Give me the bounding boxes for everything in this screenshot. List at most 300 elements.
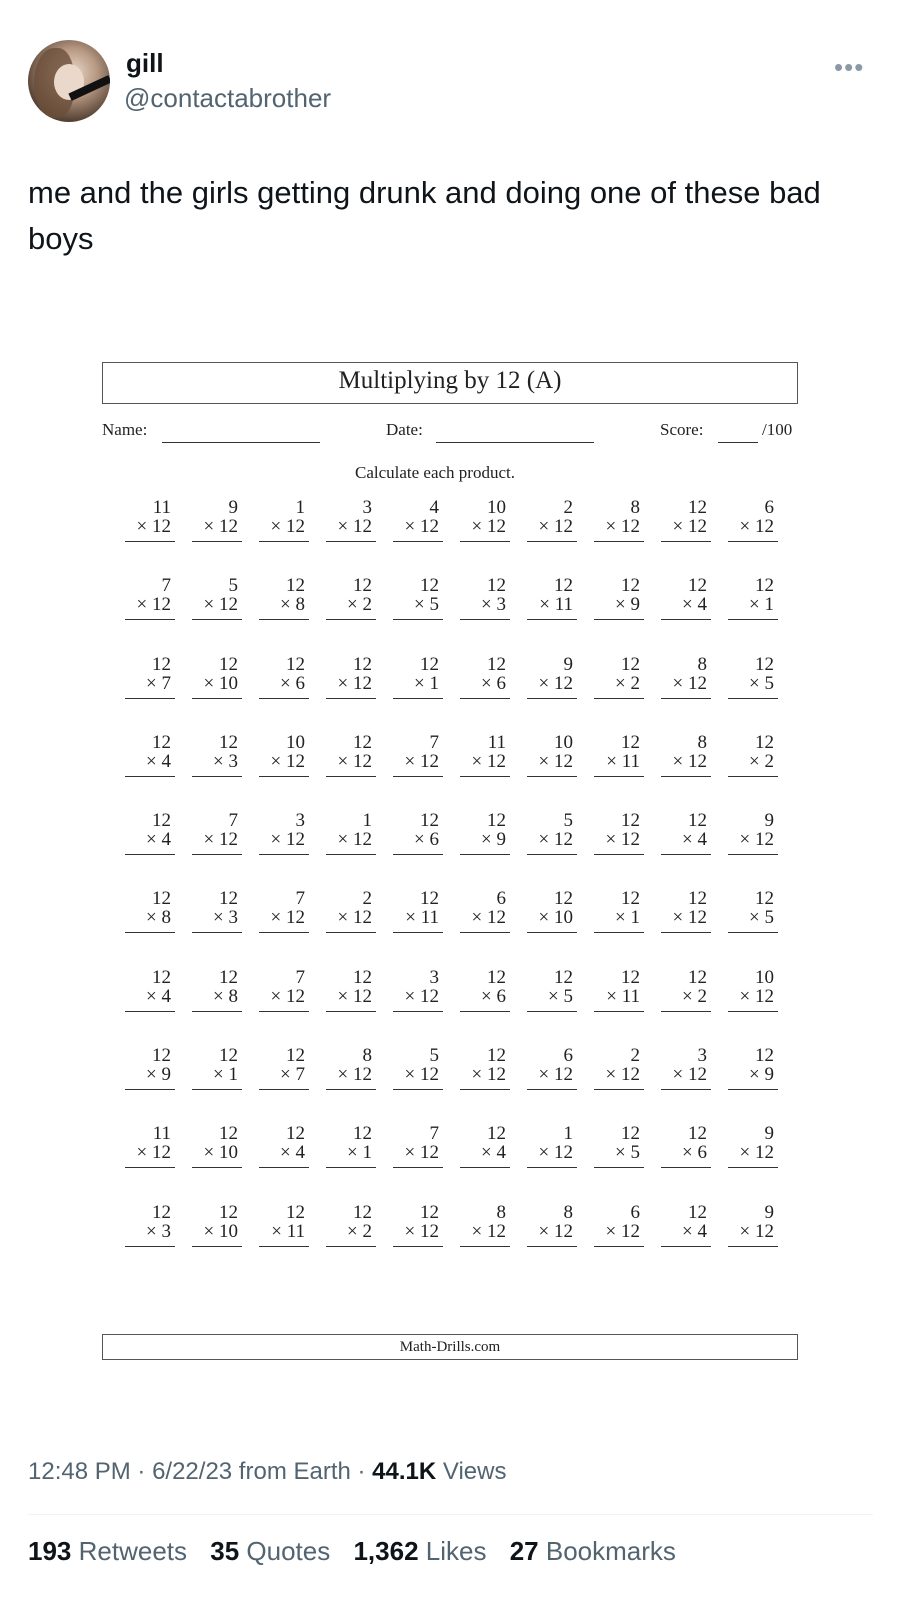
answer-line — [594, 698, 644, 699]
problem-cell — [114, 1044, 181, 1122]
problem-multiplier — [280, 674, 305, 694]
user-handle[interactable]: @contactabrother — [124, 83, 332, 113]
answer-line — [460, 1089, 510, 1090]
stat-label: Quotes — [246, 1536, 331, 1566]
problem-cell — [516, 731, 583, 809]
problem-multiplier — [414, 674, 439, 694]
problem-top-number: 12 — [688, 1201, 707, 1223]
answer-line — [527, 619, 577, 620]
problem-multiplier — [682, 1222, 707, 1242]
problem-cell — [449, 887, 516, 965]
problem-top-number: 12 — [219, 1045, 238, 1067]
problem-multiplier — [606, 987, 640, 1007]
times-sign: × — [605, 1220, 621, 1242]
answer-line — [527, 854, 577, 855]
problem-multiplier — [740, 987, 774, 1007]
times-sign: × — [270, 750, 286, 772]
problem-top-number: 12 — [219, 888, 238, 910]
times-sign: × — [203, 672, 219, 694]
answer-line — [728, 1167, 778, 1168]
problem-bottom-number: 11 — [554, 594, 573, 616]
problem-bottom-number: 12 — [353, 750, 372, 772]
stat-count: 27 — [509, 1536, 539, 1566]
problem-cell — [181, 574, 248, 652]
problem-multiplier — [740, 830, 774, 850]
display-name[interactable]: gill — [126, 48, 164, 78]
problem-bottom-number: 12 — [420, 1220, 439, 1242]
bookmarks-stat[interactable] — [510, 1536, 676, 1567]
times-sign: × — [270, 516, 286, 537]
problem-multiplier — [146, 752, 171, 772]
answer-line — [728, 1089, 778, 1090]
problem-bottom-number: 3 — [161, 1220, 171, 1242]
times-sign: × — [203, 516, 219, 537]
times-sign: × — [739, 829, 755, 851]
problem-top-number: 8 — [496, 1201, 506, 1223]
problem-top-number: 12 — [219, 966, 238, 988]
times-sign: × — [481, 829, 497, 851]
times-sign: × — [481, 985, 497, 1007]
problem-multiplier — [213, 987, 238, 1007]
answer-line — [326, 932, 376, 933]
problem-cell — [181, 887, 248, 965]
problem-bottom-number: 4 — [295, 1142, 305, 1164]
answer-line — [192, 619, 242, 620]
problem-top-number: 12 — [487, 1123, 506, 1145]
answer-line — [661, 1011, 711, 1012]
problem-bottom-number: 1 — [429, 672, 439, 694]
problem-bottom-number: 5 — [764, 672, 774, 694]
times-sign: × — [605, 516, 621, 537]
problem-top-number: 6 — [496, 888, 506, 910]
times-sign: × — [414, 594, 430, 616]
problem-bottom-number: 12 — [286, 985, 305, 1007]
problem-cell — [717, 809, 784, 887]
problem-row — [114, 966, 784, 1044]
problem-cell — [583, 1122, 650, 1200]
times-sign: × — [136, 1142, 152, 1164]
answer-line — [460, 698, 510, 699]
problem-cell — [181, 966, 248, 1044]
problem-top-number: 8 — [362, 1045, 372, 1067]
problem-cell — [248, 574, 315, 652]
problem-multiplier — [472, 752, 506, 772]
problem-cell — [382, 809, 449, 887]
problem-bottom-number: 11 — [621, 750, 640, 772]
problem-cell — [114, 809, 181, 887]
problem-top-number: 12 — [219, 731, 238, 753]
problem-top-number: 1 — [295, 497, 305, 518]
quotes-stat[interactable] — [210, 1536, 330, 1567]
problem-multiplier — [271, 1222, 305, 1242]
problem-top-number: 11 — [487, 731, 506, 753]
problem-cell — [181, 1201, 248, 1279]
answer-line — [594, 1011, 644, 1012]
problem-multiplier — [204, 595, 238, 615]
problem-multiplier — [749, 674, 774, 694]
answer-line — [326, 619, 376, 620]
worksheet-footer: Math-Drills.com — [399, 1339, 501, 1355]
problem-bottom-number: 12 — [353, 829, 372, 851]
problem-bottom-number: 12 — [353, 1064, 372, 1086]
problem-top-number: 2 — [563, 497, 573, 518]
problem-multiplier — [338, 674, 372, 694]
problem-multiplier — [280, 1143, 305, 1163]
tweet-time[interactable]: 12:48 PM — [28, 1458, 131, 1485]
problem-top-number: 12 — [420, 810, 439, 832]
times-sign: × — [213, 750, 229, 772]
problem-bottom-number: 8 — [228, 985, 238, 1007]
problem-top-number: 12 — [487, 575, 506, 597]
answer-line — [661, 541, 711, 542]
problem-cell — [382, 653, 449, 731]
answer-line — [460, 1246, 510, 1247]
problem-bottom-number: 6 — [429, 829, 439, 851]
problem-top-number: 12 — [420, 653, 439, 675]
answer-line — [728, 1246, 778, 1247]
problem-top-number: 12 — [286, 1045, 305, 1067]
problem-bottom-number: 4 — [161, 750, 171, 772]
problem-bottom-number: 3 — [496, 594, 506, 616]
problem-bottom-number: 12 — [286, 907, 305, 929]
worksheet-footer-box — [102, 1334, 798, 1360]
problem-bottom-number: 12 — [755, 1220, 774, 1242]
problem-bottom-number: 1 — [764, 594, 774, 616]
problem-cell — [583, 653, 650, 731]
problem-multiplier — [271, 987, 305, 1007]
answer-line — [326, 854, 376, 855]
problem-cell — [181, 1122, 248, 1200]
times-sign: × — [414, 829, 430, 851]
score-blank-line — [718, 442, 758, 443]
problem-top-number: 3 — [362, 497, 372, 518]
problem-top-number: 12 — [554, 966, 573, 988]
answer-line — [192, 698, 242, 699]
problem-bottom-number: 12 — [554, 672, 573, 694]
problem-multiplier — [405, 987, 439, 1007]
problem-multiplier — [481, 830, 506, 850]
problem-bottom-number: 12 — [554, 1220, 573, 1242]
problem-top-number: 1 — [563, 1123, 573, 1145]
problem-multiplier — [481, 1143, 506, 1163]
times-sign: × — [471, 750, 487, 772]
views-count[interactable]: 44.1K — [372, 1458, 437, 1485]
times-sign: × — [146, 907, 162, 929]
problem-bottom-number: 12 — [152, 1142, 171, 1164]
answer-line — [259, 698, 309, 699]
problem-bottom-number: 5 — [764, 907, 774, 929]
avatar[interactable] — [28, 40, 110, 122]
answer-line — [460, 1167, 510, 1168]
times-sign: × — [682, 1220, 698, 1242]
answer-line — [125, 854, 175, 855]
answer-line — [259, 932, 309, 933]
times-sign: × — [213, 985, 229, 1007]
times-sign: × — [682, 594, 698, 616]
answer-line — [192, 1089, 242, 1090]
answer-line — [661, 932, 711, 933]
problem-multiplier — [539, 908, 573, 928]
answer-line — [326, 541, 376, 542]
problem-top-number: 12 — [621, 1123, 640, 1145]
problem-top-number: 10 — [755, 966, 774, 988]
problem-multiplier — [338, 987, 372, 1007]
problem-multiplier — [146, 1222, 171, 1242]
likes-stat[interactable] — [353, 1536, 486, 1567]
problem-multiplier — [606, 517, 640, 537]
problem-bottom-number: 12 — [420, 985, 439, 1007]
problem-bottom-number: 2 — [630, 672, 640, 694]
worksheet-title-box — [102, 362, 798, 404]
problem-top-number: 12 — [152, 810, 171, 832]
answer-line — [125, 541, 175, 542]
worksheet-score-label: Score: — [660, 420, 704, 439]
problem-top-number: 6 — [563, 1045, 573, 1067]
problem-row — [114, 731, 784, 809]
times-sign: × — [270, 985, 286, 1007]
problem-multiplier — [405, 1065, 439, 1085]
problem-top-number: 12 — [621, 575, 640, 597]
times-sign: × — [280, 1064, 296, 1086]
problem-top-number: 12 — [353, 966, 372, 988]
problem-bottom-number: 4 — [161, 829, 171, 851]
answer-line — [527, 698, 577, 699]
times-sign: × — [739, 985, 755, 1007]
times-sign: × — [270, 907, 286, 929]
problem-bottom-number: 12 — [420, 1064, 439, 1086]
problem-row — [114, 1122, 784, 1200]
answer-line — [460, 1011, 510, 1012]
answer-line — [192, 1167, 242, 1168]
problem-top-number: 12 — [219, 653, 238, 675]
problem-bottom-number: 12 — [219, 594, 238, 616]
answer-line — [594, 776, 644, 777]
answer-line — [192, 1246, 242, 1247]
problem-multiplier — [749, 908, 774, 928]
times-sign: × — [749, 1064, 765, 1086]
problem-multiplier — [481, 674, 506, 694]
times-sign: × — [337, 1064, 353, 1086]
problem-cell — [248, 731, 315, 809]
problem-multiplier — [673, 1065, 707, 1085]
problem-top-number: 12 — [688, 810, 707, 832]
problem-bottom-number: 11 — [621, 985, 640, 1007]
problem-cell — [449, 1201, 516, 1279]
problem-cell — [449, 966, 516, 1044]
problem-bottom-number: 12 — [688, 672, 707, 694]
times-sign: × — [739, 1142, 755, 1164]
times-sign: × — [471, 1064, 487, 1086]
answer-line — [125, 1011, 175, 1012]
problem-multiplier — [472, 1065, 506, 1085]
problem-row — [114, 887, 784, 965]
problem-bottom-number: 12 — [554, 750, 573, 772]
problem-bottom-number: 12 — [554, 1064, 573, 1086]
problem-top-number: 12 — [487, 966, 506, 988]
tweet-media-image[interactable] — [28, 330, 888, 1390]
problem-bottom-number: 4 — [697, 594, 707, 616]
problem-bottom-number: 6 — [496, 985, 506, 1007]
problem-bottom-number: 12 — [286, 516, 305, 537]
problem-bottom-number: 12 — [755, 829, 774, 851]
problem-cell — [516, 653, 583, 731]
worksheet-name-label: Name: — [102, 420, 148, 439]
answer-line — [393, 1167, 443, 1168]
problem-top-number: 5 — [563, 810, 573, 832]
problem-bottom-number: 7 — [161, 672, 171, 694]
problem-top-number: 3 — [295, 810, 305, 832]
answer-line — [393, 932, 443, 933]
problem-multiplier — [539, 674, 573, 694]
problem-top-number: 8 — [563, 1201, 573, 1223]
problem-multiplier — [472, 517, 506, 537]
answer-line — [728, 854, 778, 855]
problem-cell — [650, 809, 717, 887]
times-sign: × — [337, 516, 353, 537]
problem-cell — [114, 887, 181, 965]
problem-top-number: 12 — [219, 1123, 238, 1145]
date-blank-line — [436, 442, 594, 443]
answer-line — [326, 1167, 376, 1168]
problem-row — [114, 574, 784, 652]
problem-bottom-number: 12 — [420, 750, 439, 772]
problem-top-number: 8 — [697, 731, 707, 753]
problem-bottom-number: 12 — [487, 750, 506, 772]
problem-bottom-number: 12 — [353, 516, 372, 537]
answer-line — [259, 854, 309, 855]
problem-top-number: 12 — [420, 888, 439, 910]
answer-line — [527, 1011, 577, 1012]
times-sign: × — [203, 829, 219, 851]
times-sign: × — [280, 672, 296, 694]
problem-top-number: 1 — [362, 810, 372, 832]
times-sign: × — [672, 750, 688, 772]
problem-cell — [114, 966, 181, 1044]
problem-cell — [583, 574, 650, 652]
times-sign: × — [749, 907, 765, 929]
times-sign: × — [347, 594, 363, 616]
tweet-text: me and the girls getting drunk and doing one of these bad boys — [28, 175, 821, 256]
answer-line — [326, 698, 376, 699]
problem-bottom-number: 10 — [219, 1220, 238, 1242]
problem-bottom-number: 9 — [764, 1064, 774, 1086]
problem-bottom-number: 12 — [688, 1064, 707, 1086]
problem-bottom-number: 12 — [286, 829, 305, 851]
problem-top-number: 10 — [286, 731, 305, 753]
problem-top-number: 3 — [697, 1045, 707, 1067]
meta-separator: · — [130, 1458, 153, 1485]
problem-top-number: 7 — [295, 888, 305, 910]
stat-count: 1,362 — [353, 1536, 419, 1566]
problem-top-number: 12 — [621, 653, 640, 675]
problem-bottom-number: 2 — [362, 1220, 372, 1242]
answer-line — [125, 619, 175, 620]
problem-multiplier — [682, 987, 707, 1007]
times-sign: × — [481, 594, 497, 616]
problem-bottom-number: 4 — [496, 1142, 506, 1164]
problem-cell — [248, 496, 315, 574]
problem-multiplier — [271, 908, 305, 928]
problem-row — [114, 496, 784, 574]
times-sign: × — [739, 516, 755, 537]
problem-multiplier — [740, 1143, 774, 1163]
problem-row — [114, 1044, 784, 1122]
times-sign: × — [337, 672, 353, 694]
answer-line — [460, 932, 510, 933]
problem-cell — [114, 1201, 181, 1279]
problem-cell — [583, 731, 650, 809]
problem-bottom-number: 4 — [161, 985, 171, 1007]
more-options-icon[interactable]: ••• — [834, 52, 865, 82]
worksheet-title: Multiplying by 12 (A) — [338, 367, 562, 394]
problem-bottom-number: 12 — [420, 516, 439, 537]
problem-multiplier — [405, 1143, 439, 1163]
answer-line — [728, 932, 778, 933]
problem-top-number: 12 — [152, 888, 171, 910]
answer-line — [192, 932, 242, 933]
problem-top-number: 12 — [688, 575, 707, 597]
problem-cell — [583, 1201, 650, 1279]
problem-bottom-number: 9 — [630, 594, 640, 616]
problem-multiplier — [137, 1143, 171, 1163]
problem-cell — [315, 809, 382, 887]
problem-bottom-number: 11 — [286, 1220, 305, 1242]
worksheet — [28, 330, 888, 1390]
engagement-stats — [28, 1536, 692, 1567]
problem-cell — [181, 731, 248, 809]
problem-top-number: 12 — [487, 653, 506, 675]
answer-line — [393, 1246, 443, 1247]
problem-bottom-number: 12 — [554, 1142, 573, 1164]
answer-line — [192, 776, 242, 777]
problem-cell — [382, 574, 449, 652]
problem-top-number: 12 — [353, 1123, 372, 1145]
answer-line — [259, 1246, 309, 1247]
problem-multiplier — [204, 674, 238, 694]
problem-multiplier — [481, 987, 506, 1007]
answer-line — [259, 541, 309, 542]
problem-bottom-number: 7 — [295, 1064, 305, 1086]
times-sign: × — [538, 1220, 554, 1242]
answer-line — [594, 1167, 644, 1168]
tweet-source: from Earth — [232, 1458, 351, 1485]
problem-multiplier — [673, 674, 707, 694]
tweet-date[interactable]: 6/22/23 — [152, 1458, 233, 1485]
problem-bottom-number: 12 — [755, 1142, 774, 1164]
problem-top-number: 12 — [755, 653, 774, 675]
problem-multiplier — [539, 1065, 573, 1085]
problem-cell — [114, 731, 181, 809]
problem-cell — [248, 1201, 315, 1279]
problem-top-number: 11 — [152, 1123, 171, 1145]
problem-cell — [650, 574, 717, 652]
problem-multiplier — [749, 595, 774, 615]
times-sign: × — [481, 672, 497, 694]
problem-top-number: 12 — [621, 966, 640, 988]
problem-cell — [382, 887, 449, 965]
problem-top-number: 12 — [353, 1201, 372, 1223]
problem-bottom-number: 5 — [630, 1142, 640, 1164]
retweets-stat[interactable] — [28, 1536, 187, 1567]
problem-top-number: 12 — [353, 731, 372, 753]
times-sign: × — [404, 1220, 420, 1242]
times-sign: × — [615, 594, 631, 616]
problem-top-number: 12 — [688, 888, 707, 910]
answer-line — [393, 854, 443, 855]
problem-bottom-number: 12 — [487, 516, 506, 537]
times-sign: × — [615, 672, 631, 694]
problem-cell — [516, 574, 583, 652]
